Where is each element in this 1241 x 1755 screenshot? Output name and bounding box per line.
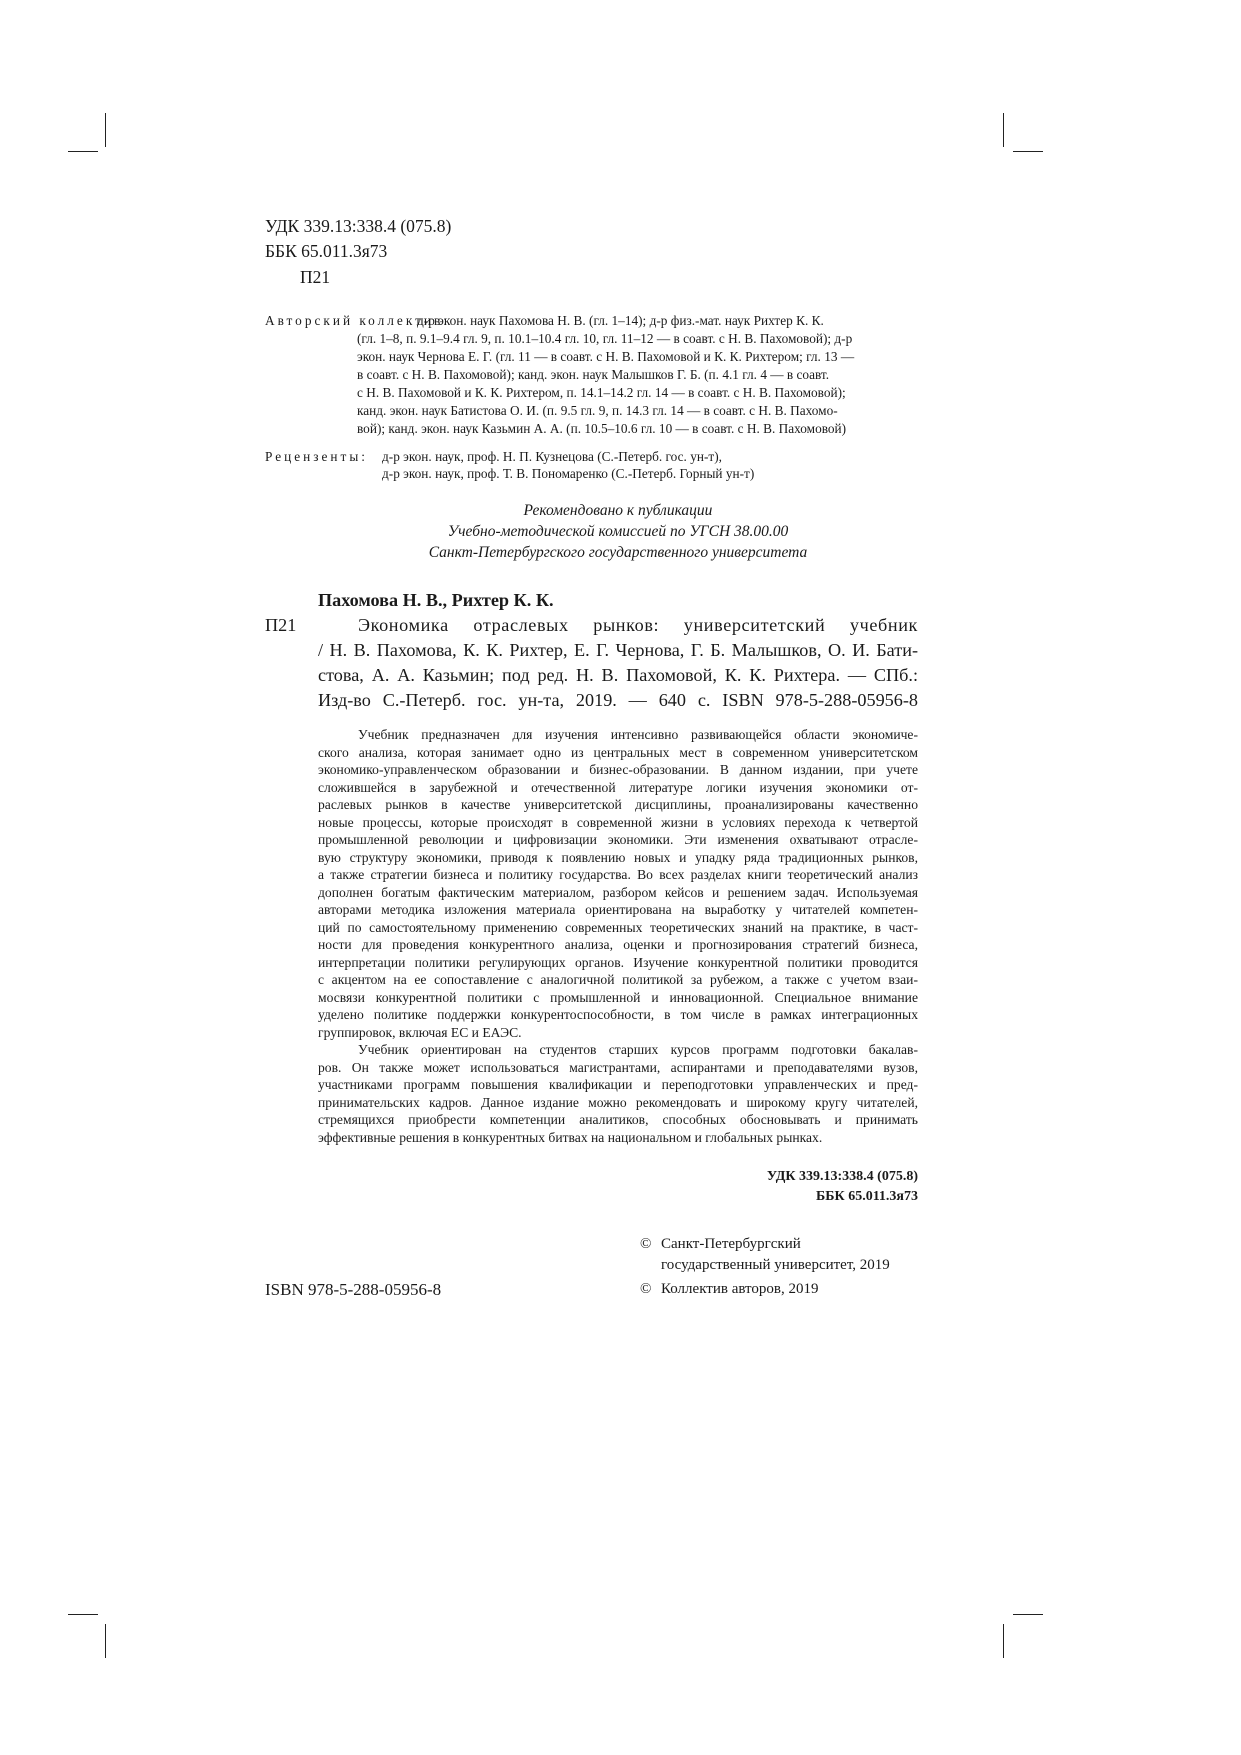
abstract-line: ров. Он также может использоваться магистрантами, аспирантами и преподавателями вузов,	[318, 1059, 918, 1075]
book-title-line: Экономика отраслевых рынков: университетский учебник	[358, 615, 918, 635]
copyright-symbol: ©	[640, 1236, 652, 1252]
abstract-line: ности для проведения конкурентного анализа, оценки и прогнозирования стратегий бизнеса,	[318, 937, 918, 952]
book-authors: Пахомова Н. В., Рихтер К. К.	[318, 590, 554, 610]
abstract-line: участниками программ повышения квалификации и переподготовки управленческих и пред-	[318, 1077, 918, 1092]
reviewer: д-р экон. наук, проф. Т. В. Пономаренко (С.-Петерб. Горный ун-т)	[382, 466, 755, 481]
crop-mark	[68, 151, 98, 152]
abstract-line: экономико-управленческом образовании и бизнес-образовании. В данном издании, при учете	[318, 762, 918, 777]
book-description-line: стова, А. А. Казьмин; под ред. Н. В. Пахомовой, К. К. Рихтера. — СПб.:	[318, 665, 918, 685]
footer-bbk: ББК 65.011.3я73	[816, 1189, 918, 1204]
abstract-line: а также стратегии бизнеса и политику государства. Во всех разделах книги теоретический анализ	[318, 867, 918, 882]
copyright-holder: Санкт-Петербургский	[661, 1236, 801, 1252]
authors-line: в соавт. с Н. В. Пахомовой); канд. экон. наук Малышков Г. Б. (п. 4.1 гл. 4 — в соавт.	[357, 367, 830, 382]
reviewers-label: Рецензенты:	[265, 449, 368, 464]
abstract-line: стремящихся приобрести компетенции аналитиков, способных обосновывать и принимать	[318, 1112, 918, 1127]
book-description-line: / Н. В. Пахомова, К. К. Рихтер, Е. Г. Чернова, Г. Б. Малышков, О. И. Бати-	[318, 640, 918, 660]
crop-mark	[105, 113, 106, 147]
abstract-line: ций по самостоятельному применению современных теоретических знаний на практике, в част-	[318, 919, 918, 935]
abstract-line: группировок, включая ЕС и ЕАЭС.	[318, 1024, 522, 1040]
abstract-line: Учебник предназначен для изучения интенсивно развивающейся области экономиче-	[358, 727, 918, 742]
recommendation-line: Учебно-методической комиссией по УГСН 38.00.00	[447, 523, 789, 540]
authors-line: д-р экон. наук Пахомова Н. В. (гл. 1–14); д-р физ.-мат. наук Рихтер К. К.	[417, 313, 824, 328]
bbk-code: ББК 65.011.3я73	[265, 241, 388, 261]
recommendation-line: Рекомендовано к публикации	[523, 502, 713, 519]
abstract-line: промышленной революции и цифровизации экономики. Эти изменения охватывают отрасле-	[318, 832, 918, 847]
abstract-line: новые процессы, которые происходят в современной жизни в условиях перехода к четвертой	[318, 814, 918, 830]
abstract-line: ского анализа, которая занимает одно из центральных мест в современном университетском	[318, 744, 918, 760]
abstract-line: интерпретации политики регулирующих органов. Изучение конкурентной политики проводится	[318, 954, 918, 970]
footer-udk: УДК 339.13:338.4 (075.8)	[766, 1169, 918, 1184]
author-mark: П21	[300, 267, 331, 287]
authors-line: с Н. В. Пахомовой и К. К. Рихтером, п. 14.1–14.2 гл. 14 — в соавт. с Н. В. Пахомовой);	[357, 385, 846, 400]
abstract-line: дополнен богатым фактическим материалом, разбором кейсов и решением задач. Используемая	[318, 884, 918, 900]
abstract-line: мосвязи конкурентной политики с промышленной и инновационной. Специальное внимание	[318, 989, 918, 1005]
copyright-symbol: ©	[640, 1281, 652, 1297]
recommendation-line: Санкт-Петербургского государственного университета	[428, 544, 808, 561]
abstract-line: сложившейся в зарубежной и отечественной литературе логики изучения экономики от-	[318, 779, 918, 795]
crop-mark	[1003, 113, 1004, 147]
authors-line: (гл. 1–8, п. 9.1–9.4 гл. 9, п. 10.1–10.4 гл. 10, гл. 11–12 — в соавт. с Н. В. Пахомовой); д-р	[357, 331, 853, 346]
reviewer: д-р экон. наук, проф. Н. П. Кузнецова (С.-Петерб. гос. ун-т),	[382, 449, 722, 464]
crop-mark	[1003, 1624, 1004, 1658]
abstract-line: авторами методика изложения материала ориентирована на выработку у читателей компетен-	[318, 902, 918, 917]
authors-line: канд. экон. наук Батистова О. И. (п. 9.5 гл. 9, п. 14.3 гл. 14 — в соавт. с Н. В. Пахомо-	[357, 403, 838, 418]
abstract-line: принимательских кадров. Данное издание можно рекомендовать и широкому кругу читателей,	[318, 1094, 918, 1110]
book-author-mark: П21	[265, 615, 297, 635]
authors-line: вой); канд. экон. наук Казьмин А. А. (п. 10.5–10.6 гл. 10 — в соавт. с Н. В. Пахомовой)	[357, 421, 847, 436]
abstract-line: уделено политике поддержки конкурентоспособности, в том числе в рамках интеграционных	[318, 1007, 918, 1022]
crop-mark	[68, 1614, 98, 1615]
abstract-line: раслевых рынков в качестве университетской дисциплины, проанализированы качественно	[318, 797, 918, 812]
copyright-holder: государственный университет, 2019	[661, 1257, 890, 1273]
crop-mark	[105, 1624, 106, 1658]
authors-label: Авторский коллектив:	[265, 313, 451, 328]
abstract-line: с акцентом на ее сопоставление с аналогичной политикой за рубежом, а также с учетом взаи-	[318, 972, 918, 987]
authors-line: экон. наук Чернова Е. Г. (гл. 11 — в соавт. с Н. В. Пахомовой и К. К. Рихтером; гл. 13 —	[357, 349, 855, 364]
book-description-line: Изд-во С.-Петерб. гос. ун-та, 2019. — 640 с. ISBN 978-5-288-05956-8	[318, 690, 918, 710]
crop-mark	[1013, 1614, 1043, 1615]
abstract-line: эффективные решения в конкурентных битвах на национальном и глобальных рынках.	[318, 1129, 823, 1145]
abstract-line: Учебник ориентирован на студентов старших курсов программ подготовки бакалав-	[358, 1042, 918, 1057]
isbn: ISBN 978-5-288-05956-8	[265, 1280, 442, 1299]
udk-code: УДК 339.13:338.4 (075.8)	[265, 216, 452, 236]
abstract-line: вую структуру экономики, приводя к появлению новых и упадку ряда традиционных рынков,	[318, 849, 918, 865]
crop-mark	[1013, 151, 1043, 152]
copyright-authors: Коллектив авторов, 2019	[661, 1281, 819, 1297]
